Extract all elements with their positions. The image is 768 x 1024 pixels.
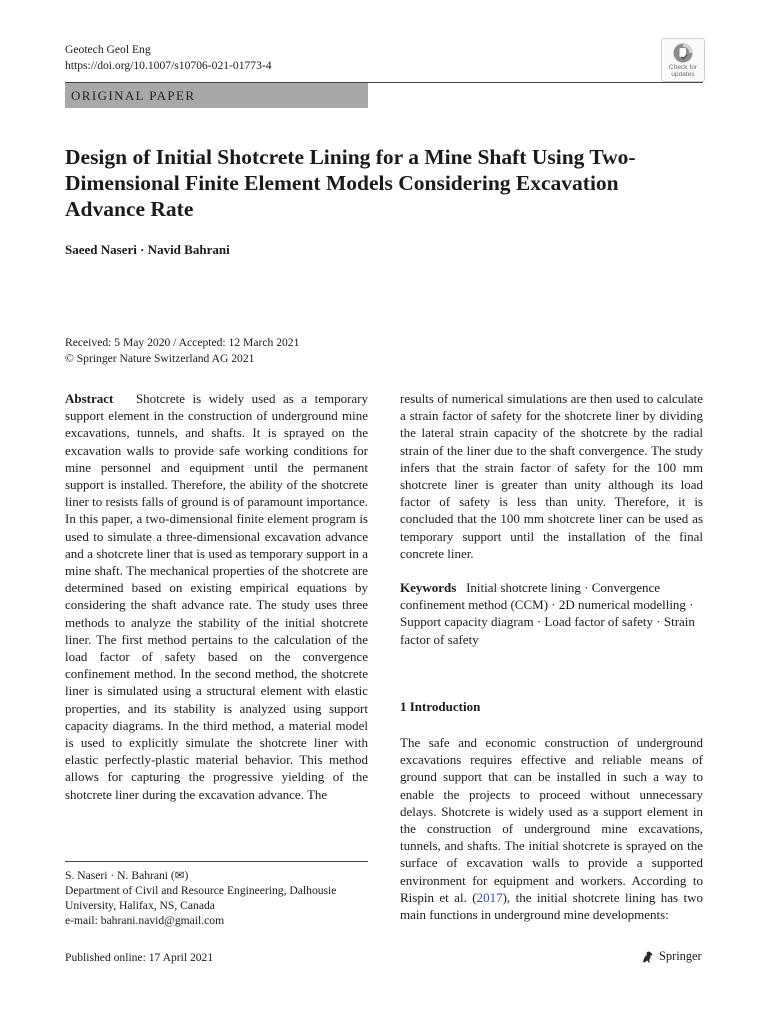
check-for-updates-badge[interactable] [661, 38, 705, 82]
introduction-paragraph [400, 734, 703, 923]
published-online-date: Published online: 17 April 2021 [65, 951, 214, 964]
author-list[interactable]: Saeed Naseri · Navid Bahrani [65, 242, 230, 257]
received-dates: Received: 5 May 2020 / Accepted: 12 March 2021 [65, 336, 300, 349]
keywords-heading: Keywords [400, 580, 457, 596]
abstract-text-left: Shotcrete is widely used as a temporary support element in the construction of underground mine excavations, tunnels, and shafts. It is sprayed on the excavation walls to provide safe working conditions for mine personnel and equipment until the permanent support is installed. Therefore, the ability of the shotcrete liner to resists falls of ground is of paramount importance. In this paper, a two-dimensional finite element program is used to simulate a three-dimensional excavation advance and a shotcrete liner that is used as temporary support in a mine shaft. The mechanical properties of the shotcrete are determined based on existing empirical equations by considering the shaft advance rate. The study uses three methods to analyze the stability of the initial shotcrete liner. The first method pertains to the calculation of the load factor of safety based on the convergence confinement method. In the second method, the shotcrete liner is simulated using a structural element with elastic properties, and its stability is analyzed using support capacity diagrams. In the third method, a material model is used to explicitly simulate the shotcrete liner with elastic perfectly-plastic material behavior. This method allows for capturing the progressive yielding of the shotcrete liner during the excavation advance. The [65, 391, 369, 802]
doi-link[interactable]: https://doi.org/10.1007/s10706-021-01773-4 [65, 59, 272, 72]
article-title: Design of Initial Shotcrete Lining for a Mine Shaft Using Two-Dimensional Finite Element Models Considering Excavation Advance Rate [65, 145, 636, 221]
publisher-name: Springer [659, 949, 702, 963]
check-updates-line2: updates [671, 71, 695, 78]
article-type-banner [65, 83, 368, 108]
intro-text-after-link: ), the initial shotcrete lining has two main functions in underground mine developments: [400, 889, 703, 923]
affiliation-department: Department of Civil and Resource Engineering, Dalhousie [65, 884, 337, 897]
abstract-heading: Abstract [65, 391, 114, 406]
keywords-text: Initial shotcrete lining · Convergence confinement method (CCM) · 2D numerical modelling · Support capacity diagram · Load factor of safety · Strain factor of safety [400, 580, 695, 647]
article-type-label: ORIGINAL PAPER [71, 88, 196, 103]
section-heading-introduction: 1 Introduction [400, 698, 481, 714]
right-column [400, 390, 703, 923]
check-for-updates-icon [672, 42, 694, 64]
journal-name: Geotech Geol Eng [65, 43, 151, 56]
citation-link[interactable]: 2017 [476, 889, 503, 905]
copyright-notice: © Springer Nature Switzerland AG 2021 [65, 352, 255, 365]
footnote-rule [65, 861, 368, 862]
springer-horse-icon [641, 950, 655, 964]
abstract-column-left [65, 390, 368, 803]
publisher-logo [641, 949, 702, 964]
intro-text-before-link: The safe and economic construction of underground excavations requires effective and reliable means of ground support that can be installed in such a way to enable the projects to proceed without unnecessary delays. Shotcrete is widely used as a support element in the construction of underground mine excavations, tunnels, and shafts. The initial shotcrete is sprayed on the surface of excavation walls to provide a supported environment for equipment and workers. According to Rispin et al. ( [400, 735, 703, 905]
check-updates-line1: Check for [668, 64, 698, 71]
abstract-text-right: results of numerical simulations are then used to calculate a strain factor of safety for the shotcrete liner by dividing the lateral strain capacity of the shotcrete by the radial strain of the liner due to the shaft convergence. The study infers that the strain factor of safety for the 100 mm shotcrete liner is greater than unity although its load factor of safety is less than unity. Therefore, it is concluded that the 100 mm shotcrete liner can be used as temporary support until the installation of the final concrete liner. [400, 391, 703, 561]
affiliation-authors: S. Naseri · N. Bahrani (✉) [65, 869, 189, 882]
abstract-paragraph [65, 390, 368, 803]
author-affiliation [65, 868, 385, 928]
affiliation-location: University, Halifax, NS, Canada [65, 899, 215, 912]
affiliation-email[interactable]: e-mail: bahrani.navid@gmail.com [65, 914, 225, 927]
keywords-paragraph [400, 579, 703, 648]
